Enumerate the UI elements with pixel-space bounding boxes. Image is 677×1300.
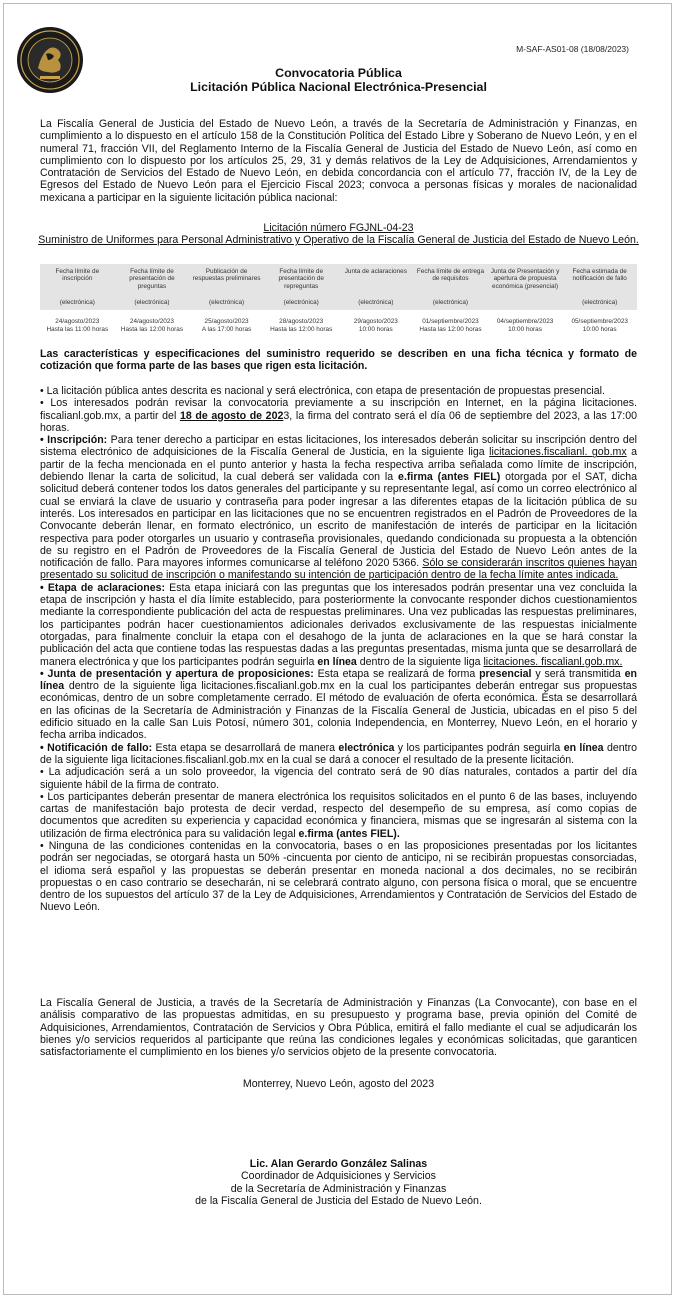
text: • Los interesados podrán revisar la convocatoria previamente a su inscripción en Internet, en la página licitaciones. fiscalianl.gob.mx, a partir del bbox=[40, 397, 637, 422]
document-code: M-SAF-AS01-08 (18/08/2023) bbox=[516, 44, 629, 54]
bullet-fallo bbox=[40, 742, 637, 767]
time-value: 10:00 horas bbox=[508, 325, 542, 333]
text: y será transmitida bbox=[531, 667, 625, 680]
start-date: 18 de agosto de 202 bbox=[179, 409, 284, 422]
date-cell bbox=[339, 310, 414, 335]
signer-name: Lic. Alan Gerardo González Salinas bbox=[249, 1158, 428, 1170]
date-value: 29/agosto/2023 bbox=[353, 318, 398, 326]
text: a partir de la fecha mencionada en el punto anterior y hasta la fecha respectiva arriba señalada como límite de inscripción, debiendo llenar la carta de solicitud, la cual deberá ser validada con la bbox=[40, 446, 637, 484]
date-cell bbox=[115, 310, 190, 335]
licitacion-number: Licitación número FGJNL-04-23 bbox=[263, 222, 414, 234]
mode-cell bbox=[488, 298, 563, 310]
date-value: 25/agosto/2023 bbox=[204, 318, 249, 326]
signer-title: Coordinador de Adquisiciones y Servicios bbox=[241, 1170, 436, 1183]
time-value: Hasta las 12:00 horas bbox=[120, 325, 184, 333]
text: y los participantes podrán seguirla bbox=[394, 741, 564, 754]
schedule-header-row bbox=[40, 264, 637, 298]
signer-title: de la Secretaría de Administración y Finanzas bbox=[230, 1182, 447, 1195]
bullet-requisitos bbox=[40, 791, 637, 840]
en-linea: en línea bbox=[40, 667, 637, 693]
licitacion-object: Suministro de Uniformes para Personal Administrativo y Operativo de la Fiscalía General de Justicia del Estado de Nuevo León. bbox=[38, 234, 639, 247]
text: otorgada por el SAT, dicha solicitud deberá contener todos los datos generales del participante y su representante legal, así como un correo electrónico al cual se enviará la clave de usuario y contraseña para poder ingresar a las diferentes etapas de la licitación pública de su interés. Los interesados en participar en las licitaciones que no se encuentren registrados en el Padrón de Proveedores de la Convocante deberán llenar, en formato electrónico, un escrito de manifestación de interés de participar en la licitación respectiva para poder otorgarles un usuario y contraseña provisionales, quedando condicionada su propuesta a la obtención de su registro en el Padrón de Proveedores de la Fiscalía General de Justicia del Estado de Nuevo León antes de la notificación de fallo. Para mayores informes comunicarse al teléfono 2020 5366. bbox=[40, 471, 637, 570]
header-cell: Junta de aclaraciones bbox=[339, 264, 414, 298]
mode-cell: (electrónica) bbox=[115, 298, 190, 310]
time-value: 10:00 horas bbox=[582, 325, 617, 333]
date-cell bbox=[189, 310, 264, 335]
date-cell bbox=[264, 310, 339, 335]
place-date: Monterrey, Nuevo León, agosto del 2023 bbox=[242, 1078, 435, 1090]
header-cell: Fecha límite de inscripción bbox=[40, 264, 115, 298]
text: dentro de la siguiente liga bbox=[356, 655, 484, 668]
mode-cell: (electrónica) bbox=[264, 298, 339, 310]
header-cell: Fecha límite de presentación de preguntas bbox=[115, 264, 190, 298]
date-value: 04/septiembre/2023 bbox=[496, 318, 554, 326]
mode-cell: (electrónica) bbox=[40, 298, 115, 310]
intro-paragraph: La Fiscalía General de Justicia del Estado de Nuevo León, a través de la Secretaría de Administración y Finanzas, en cumplimiento a lo dispuesto en el artículo 158 de la Constitución Política del Estado Libre y Soberano de Nuevo León, y en el numeral 71, fracción VII, del Reglamento Interno de la Fiscalía General de Justicia del Estado de Nuevo León, así como en cumplimiento con lo dispuesto por los artículos 25, 29, 31 y demás relativos de la Ley de Adquisiciones, Arrendamientos y Contratación de Servicios del Estado de Nuevo León, en debida concordancia con el artículo 77, fracción IV, de la Ley de Egresos del Estado de Nuevo León para el Ejercicio Fiscal 2023; convoca a personas físicas y morales de nacionalidad mexicana a participar en la siguiente licitación pública nacional: bbox=[40, 118, 637, 204]
text: Esta etapa iniciará con las preguntas que los interesados podrán presentar una vez concluida la etapa de inscripción y hasta el día límite establecido, para posteriormente la convocante responder dichos cuestionamientos mediante la correspondiente publicación del acta de respuestas preliminares. Una vez publicadas las respuestas preliminares, los participantes podrán hacer cuestionamientos adicionales derivados exclusivamente de las respuestas inicialmente otorgadas, para finalmente concluir la etapa con el desahogo de la junta de aclaraciones en la que se hará constar la publicación del acta que contiene todas las respuestas dadas a las preguntas presentadas, misma junta que se desarrollará de manera electrónica y que los participantes podrán seguirla bbox=[40, 581, 637, 668]
time-value: A las 17:00 horas bbox=[201, 325, 252, 333]
text: Esta etapa se realizará de forma bbox=[313, 667, 480, 680]
specs-note: Las características y especificaciones del suministro requerido se describen en una ficha técnica y formato de cotización que forma parte de las bases que rigen esta licitación. bbox=[40, 348, 637, 373]
date-cell bbox=[562, 310, 637, 335]
date-value: 24/agosto/2023 bbox=[129, 318, 174, 326]
text: dentro de la siguiente liga licitaciones.fiscalianl.gob.mx en la cual se dará a conocer el resultado de la presente licitación. bbox=[40, 741, 638, 766]
text: 3, la firma del contrato será el día 06 de septiembre del 2023, a las 17:00 horas. bbox=[40, 409, 637, 434]
en-linea: en línea bbox=[563, 741, 604, 754]
header-cell: Fecha estimada de notificación de fallo bbox=[562, 264, 637, 298]
time-value: Hasta las 12:00 horas bbox=[270, 325, 333, 333]
text: • Los participantes deberán presentar de manera electrónica los requisitos solicitados en el punto 6 de las bases, incluyendo cartas de manifestación bajo protesta de decir verdad, respecto del desempeño de su empresa, así como copias de documentos que acrediten su experiencia y capacidad económica y financiera, mismas que se ingresarán al sistema con la utilización de firma electrónica para su validación legal bbox=[40, 790, 637, 840]
electronica: electrónica bbox=[338, 741, 395, 754]
label: • Notificación de fallo: bbox=[40, 741, 153, 754]
date-cell bbox=[40, 310, 115, 335]
mode-cell: (electrónica) bbox=[189, 298, 264, 310]
text: dentro de la siguiente liga licitaciones.fiscalianl.gob.mx en la cual los participantes deberán entregar sus propuestas económicas, dentro de un sobre completamente cerrado. El método de evaluación de oferta económica. Ésta se desarrollará en las oficinas de la Secretaría de Administración y Finanzas de la Fiscalía General de Justicia, ubicadas en el piso 5 del edificio situado en la calle San Luis Potosí, número 301, colonia Independencia, en Monterrey, Nuevo León, en el horario y fecha arriba indicados. bbox=[40, 680, 637, 742]
mode-cell: (electrónica) bbox=[562, 298, 637, 310]
en-linea: en línea bbox=[317, 655, 357, 668]
label: • Inscripción: bbox=[40, 434, 108, 447]
signer-title: de la Fiscalía General de Justicia del Estado de Nuevo León. bbox=[195, 1195, 482, 1208]
bullet-revision bbox=[40, 397, 637, 434]
text: Esta etapa se desarrollará de manera bbox=[152, 741, 339, 754]
mode-cell: (electrónica) bbox=[339, 298, 414, 310]
bullet-aclaraciones bbox=[40, 582, 637, 668]
bullet-nacional: • La licitación pública antes descrita es nacional y será electrónica, con etapa de presentación de propuestas presencial. bbox=[40, 385, 605, 397]
bullet-adjudicacion: • La adjudicación será a un solo proveedor, la vigencia del contrato será de 90 días naturales, contados a partir del día siguiente hábil de la firma de contrato. bbox=[40, 766, 637, 791]
label: • Junta de presentación y apertura de proposiciones: bbox=[40, 667, 314, 680]
time-value: 10:00 horas bbox=[358, 325, 393, 333]
header-cell: Fecha límite de presentación de repreguntas bbox=[264, 264, 339, 298]
date-value: 05/septiembre/2023 bbox=[571, 318, 628, 326]
text: Para tener derecho a participar en estas licitaciones, los interesados deberán solicitar su inscripción dentro del sistema electrónico de adquisiciones de la Fiscalía General de Justicia, en la siguiente liga bbox=[40, 434, 637, 459]
date-value: 28/agosto/2023 bbox=[279, 318, 324, 326]
licitaciones-link[interactable]: licitaciones. fiscalianl.gob.mx. bbox=[483, 655, 623, 668]
bullet-condiciones: • Ninguna de las condiciones contenidas en la convocatoria, bases o en las proposiciones presentadas por los licitantes podrán ser negociadas, se otorgará hasta un 50% -cincuenta por ciento de anticipo, ni se recibirán propuestas consorciadas, el idioma será español y las propuestas se deberán presentar en moneda nacional a dos decimales, no se recibirán propuestas o en caso contrario se desecharán, ni se celebrará contrato alguno, con persona física o moral, que se encuentre dentro de los supuestos del artículo 37 de la Ley de Adquisiciones, Arrendamientos y Contratación de Servicios del Estado de Nuevo León. bbox=[40, 839, 637, 914]
schedule-mode-row bbox=[40, 298, 637, 310]
date-cell bbox=[413, 310, 488, 335]
date-cell bbox=[488, 310, 563, 335]
date-value: 01/septiembre/2023 bbox=[422, 318, 479, 326]
signature-block bbox=[0, 1158, 677, 1208]
time-value: Hasta las 12:00 horas bbox=[419, 325, 482, 333]
date-value: 24/agosto/2023 bbox=[55, 318, 100, 326]
title: Convocatoria Pública bbox=[275, 66, 402, 80]
schedule-date-row bbox=[40, 310, 637, 335]
closing-paragraph: La Fiscalía General de Justicia, a través de la Secretaría de Administración y Finanzas (La Convocante), con base en el análisis comparativo de las propuestas admitidas, en su presupuesto y programa base, previa opinión del Comité de Adquisiciones, Arrendamientos, Contratación de Servicios y Obra Pública, emitirá el fallo mediante el cual se adjudicarán los bienes y/o servicios requeridos al participante que reúna las condiciones legales y económicas solicitadas, que garanticen satisfactoriamente el cumplimiento en los bienes y/o servicios objeto de la presente convocatoria. bbox=[40, 997, 637, 1059]
bullet-inscripcion bbox=[40, 434, 637, 582]
conditions-list bbox=[40, 385, 637, 914]
bullet-junta bbox=[40, 668, 637, 742]
licitacion-block bbox=[0, 222, 677, 247]
time-value: Hasta las 11:00 horas bbox=[46, 325, 109, 333]
header-cell: Publicación de respuestas preliminares bbox=[189, 264, 264, 298]
mode-cell: (electrónica) bbox=[413, 298, 488, 310]
header-cell: Junta de Presentación y apertura de propuesta económica (presencial) bbox=[488, 264, 563, 298]
inscripcion-note: Sólo se considerarán inscritos quienes hayan presentado su solicitud de inscripción o manifestando su intención de participación dentro de la fecha límite antes indicada. bbox=[40, 557, 637, 582]
subtitle: Licitación Pública Nacional Electrónica-Presencial bbox=[190, 80, 487, 94]
licitaciones-link[interactable]: licitaciones.fiscalianl. gob.mx bbox=[489, 446, 627, 459]
schedule-table bbox=[40, 264, 637, 335]
label: • Etapa de aclaraciones: bbox=[40, 581, 166, 594]
efirma: e.firma (antes FIEL). bbox=[298, 827, 400, 840]
presencial: presencial bbox=[479, 667, 532, 680]
efirma: e.firma (antes FIEL) bbox=[398, 471, 501, 484]
page-title bbox=[0, 66, 677, 94]
header-cell: Fecha límite de entrega de requisitos bbox=[413, 264, 488, 298]
